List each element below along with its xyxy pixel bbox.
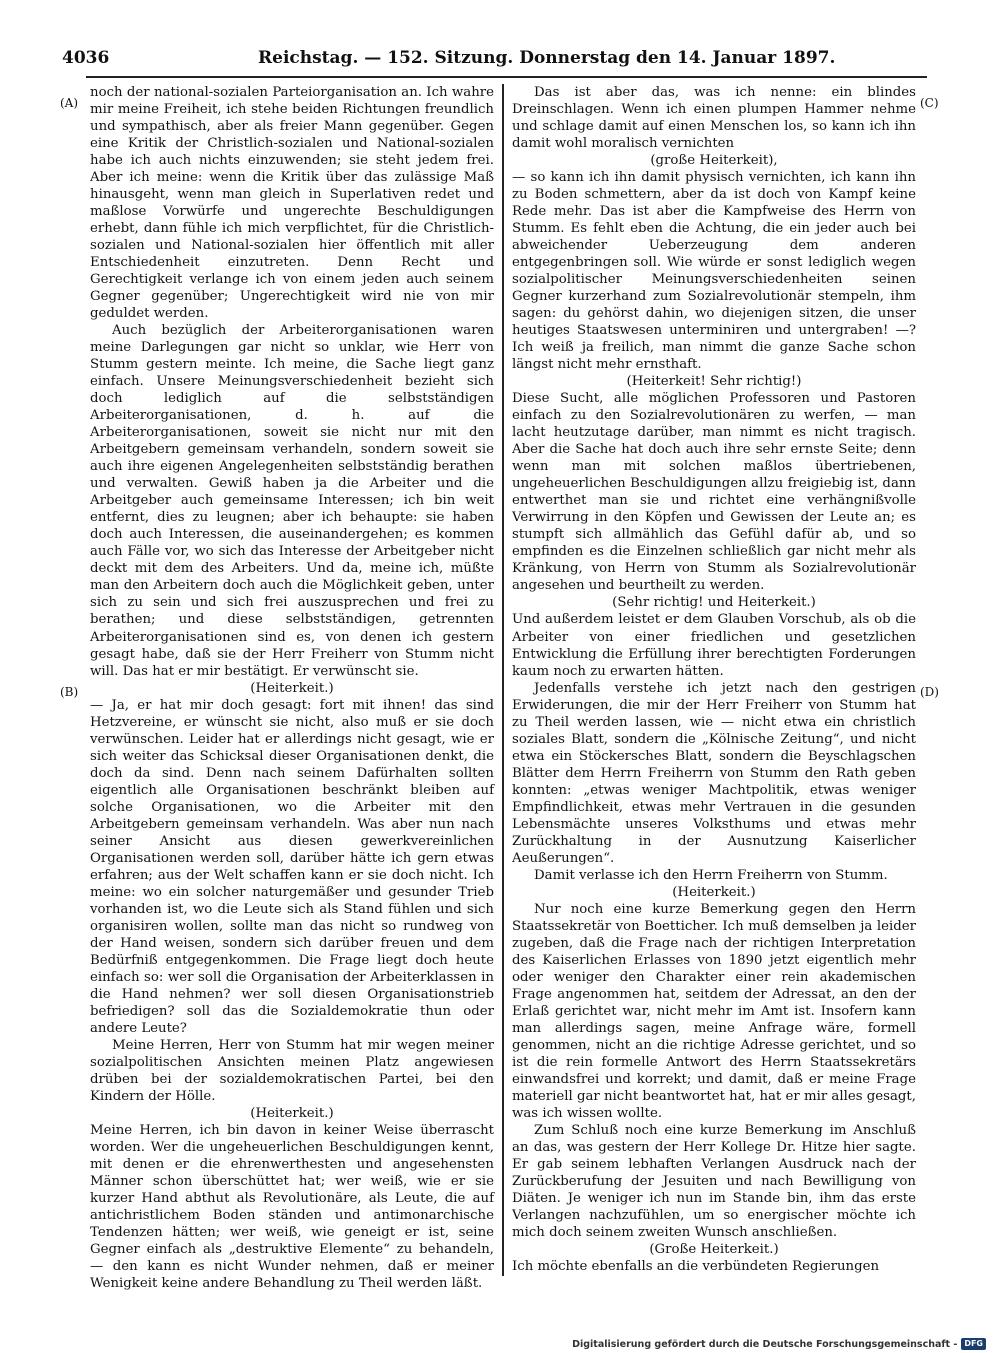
right-column-paragraph: — so kann ich ihn damit physisch vernichten, ich kann ihn zu Boden schmettern, aber da ist doch von Kampf keine Rede mehr. Das ist aber die Kampfweise des Herrn von Stumm. Es fehlt eben die Achtung, die ein jeder auch bei abweichender Ueberzeugung dem anderen entgegenbringen soll. Wie würde er sonst lediglich wegen sozialpolitischer Meinungsverschiedenheiten seinen Gegner kurzerhand zum Sozialrevolutionär stempeln, ihm sagen: du gehörst dahin, wo diejenigen sitzen, die unser heutiges Staatswesen unterminiren und untergraben! —? Ich weiß ja freilich, man nimmt die ganze Sache schon längst nicht mehr ernsthaft. [512,170,916,373]
header-rule [86,76,927,78]
right-column-paragraph: Nur noch eine kurze Bemerkung gegen den Herrn Staatssekretär von Boetticher. Ich muß demselben ja leider zugeben, daß die Frage nach der richtigen Interpretation des Kaiserlichen Erlasses von 1890 jetzt eigentlich mehr oder weniger den Charakter einer rein akademischen Frage angenommen hat, seitdem der Adressat, an den der Erlaß gerichtet war, nicht mehr im Amt ist. Insofern kann man allerdings sagen, meine Anfrage wäre, formell genommen, nicht an die richtige Adresse gerichtet, und so ist die rein formelle Antwort des Herrn Staatssekretärs einwandsfrei und korrekt; und damit, daß er meine Frage materiell gar nicht beantwortet hat, hat er mir alles gesagt, was ich wissen wollte. [512,901,916,1121]
right-column-paragraph: Zum Schluß noch eine kurze Bemerkung im Anschluß an das, was gestern der Herr Kollege Dr. Hitze hier sagte. Er gab seinem lebhaften Verlangen Ausdruck nach der Zurückberufung der Jesuiten und nach Bewilligung von Diäten. Je weniger ich nun im Stande bin, ihm das erste Verlangen nachzufühlen, um so energischer möchte ich mich doch seinem zweiten Wunsch anschließen. [512,1122,916,1241]
right-column-paragraph: Diese Sucht, alle möglichen Professoren und Pastoren einfach zu den Sozialrevolutionären zu werfen, — man lacht heutzutage darüber, man nimmt es nicht tragisch. Aber die Sache hat doch auch ihre sehr ernste Seite; denn wenn man mit solchen maßlos übertriebenen, ungeheuerlichen Beschuldigungen allzu freigiebig ist, dann entwerthet man sie und richtet eine verhängnißvolle Verwirrung in den Köpfen und Gewissen der Leute an; es stumpft sich allmählich das Gefühl dafür ab, und so empfinden es die Einzelnen schließlich gar nicht mehr als Kränkung, von Herrn von Stumm als Sozialrevolutionär angesehen und beurtheilt zu werden. [512,391,916,594]
page-header [62,48,836,72]
left-column-interjection: (Heiterkeit.) [250,680,334,696]
margin-marker-b: (B) [60,685,79,699]
right-column-interjection: (Heiterkeit.) [672,884,756,900]
right-column-interjection: (Heiterkeit! Sehr richtig!) [626,374,802,390]
funding-credit: Digitalisierung gefördert durch die Deutsche Forschungsgemeinschaft - [572,1338,958,1350]
right-column-interjection: (große Heiterkeit), [650,153,778,169]
right-column-paragraph: Jedenfalls verstehe ich jetzt nach den gestrigen Erwiderungen, die mir der Herr Freiherr von Stumm hat zu Theil werden lassen, wie — nicht etwa ein christlich soziales Blatt, sondern die „Kölnische Zeitung“, und nicht etwa ein Stöckersches Blatt, sondern die Beyschlagschen Blätter dem Herrn Freiherrn von Stumm den Rath geben konnten: „etwas weniger Machtpolitik, etwas weniger Empfindlichkeit, etwas mehr Vertrauen in die gesunden Lebensmächte unseres Volksthums und etwas mehr Zurückhaltung in der Ausnutzung Kaiserlicher Aeußerungen“. [512,680,916,866]
right-column-paragraph: Ich möchte ebenfalls an die verbündeten Regierungen [512,1259,880,1275]
right-text-column [512,84,916,1274]
right-column-paragraph: Das ist aber das, was ich nenne: ein blindes Dreinschlagen. Wenn ich einen plumpen Hammer nehme und schlage damit auf einen Menschen los, so kann ich ihn damit wohl moralisch vernichten [512,85,916,152]
column-divider [502,84,504,1276]
left-text-column [90,84,494,1292]
left-column-paragraph: — Ja, er hat mir doch gesagt: fort mit ihnen! das sind Hetzvereine, er wünscht sie nicht, also muß er sie doch verwünschen. Leider hat er allerdings nicht gesagt, wie er sich weiter das Schicksal dieser Organisationen denkt, die doch da sind. Denn nach seinem Dafürhalten sollten eigentlich alle Organisationen beschränkt bleiben auf solche Organisationen, wo die Arbeiter mit den Arbeitgebern gemeinsam verhandeln. Was aber nun nach seiner Ansicht aus diesen gewerkvereinlichen Organisationen werden soll, darüber hätte ich gern etwas erfahren; aus der Welt schaffen kann er sie doch nicht. Ich meine: wo ein solcher naturgemäßer und gesunder Trieb vorhanden ist, wo die Leute sich als Stand fühlen und sich organisiren wollen, sollte man das nicht so rundweg von der Hand weisen, sondern sich darüber freuen und dem Bedürfniß entgegenkommen. Die Frage liegt doch heute einfach so: wer soll die Organisation der Arbeiterklassen in die Hand nehmen? wer soll diesen Organisationstrieb befriedigen? soll das die Sozialdemokratie thun oder andere Leute? [90,697,494,1036]
margin-marker-d: (D) [920,685,939,699]
right-column-interjection: (Große Heiterkeit.) [649,1242,779,1258]
right-column-interjection: (Sehr richtig! und Heiterkeit.) [612,595,816,611]
margin-marker-a: (A) [60,96,79,110]
right-column-paragraph: Damit verlasse ich den Herrn Freiherrn von Stumm. [534,867,888,883]
running-title: Reichstag. — 152. Sitzung. Donnerstag den 14. Januar 1897. [258,48,836,68]
left-column-paragraph: noch der national-sozialen Parteiorganisation an. Ich wahre mir meine Freiheit, ich stehe beiden Richtungen freundlich und sympathisch, aber als freier Mann gegenüber. Gegen eine Kritik der Christlich-sozialen und National-sozialen habe ich auch nichts einzuwenden; sie steht jedem frei. Aber ich meine: wenn die Kritik über das zulässige Maß hinausgeht, wenn man gleich in Superlativen redet und maßlose Vorwürfe und ungerechte Beschuldigungen erhebt, dann fühle ich mich verpflichtet, für die Christlich-sozialen und National-sozialen hier öffentlich mit aller Entschiedenheit einzutreten. Denn Recht und Gerechtigkeit verlange ich von einem jeden auch seinem Gegner gegenüber; Ungerechtigkeit wird nie von mir geduldet werden. [90,85,494,322]
right-column-paragraph: Und außerdem leistet er dem Glauben Vorschub, als ob die Arbeiter von einer friedlichen und gesetzlichen Entwicklung die Erfüllung ihrer berechtigten Forderungen kaum noch zu erwarten hätten. [512,612,916,679]
margin-marker-c: (C) [920,96,939,110]
dfg-logo: DFG [961,1338,986,1350]
left-column-paragraph: Meine Herren, Herr von Stumm hat mir wegen meiner sozialpolitischen Ansichten meinen Platz angewiesen drüben bei der sozialdemokratischen Partei, bei den Kindern der Hölle. [90,1037,494,1104]
left-column-interjection: (Heiterkeit.) [250,1105,334,1121]
left-column-paragraph: Auch bezüglich der Arbeiterorganisationen waren meine Darlegungen gar nicht so unklar, wie Herr von Stumm gestern meinte. Ich meine, die Sache liegt ganz einfach. Unsere Meinungsverschiedenheit bezieht sich doch lediglich auf die selbstständigen Arbeiterorganisationen, d. h. auf die Arbeiterorganisationen, soweit sie nicht nur mit den Arbeitgebern gemeinsam verhandeln, sondern soweit sie auch ihre eigenen Angelegenheiten selbstständig berathen und verwalten. Gewiß haben ja die Arbeiter und die Arbeitgeber auch gemeinsame Interessen; ich bin weit entfernt, dies zu leugnen; aber ich behaupte: sie haben doch auch Interessen, die auseinandergehen; es kommen auch Fälle vor, wo sich das Interesse der Arbeitgeber nicht deckt mit dem des Arbeiters. Und da, meine ich, müßte man den Arbeitern doch auch die Möglichkeit geben, unter sich zu sein und sich frei auszusprechen und frei zu berathen; und diese selbstständigen, getrennten Arbeiterorganisationen sind es, von denen ich gestern gesagt habe, daß sie der Herr Freiherr von Stumm nicht will. Das hat er mir bestätigt. Er verwünscht sie. [90,323,494,679]
page-number: 4036 [62,48,110,68]
page-footer [572,1337,986,1351]
left-column-paragraph: Meine Herren, ich bin davon in keiner Weise überrascht worden. Wer die ungeheuerlichen Beschuldigungen kennt, mit denen er die ehrenwerthesten und angesehensten Männer schon überschüttet hat; wer weiß, wie er sie kurzer Hand abthut als Revolutionäre, als Leute, die auf antichristlichem Boden ständen und antimonarchische Tendenzen hätten; wer weiß, wie geneigt er ist, seine Gegner einfach als „destruktive Elemente“ zu behandeln, — den kann es nicht Wunder nehmen, daß er meiner Wenigkeit keine andere Behandlung zu Theil werden läßt. [90,1122,494,1292]
